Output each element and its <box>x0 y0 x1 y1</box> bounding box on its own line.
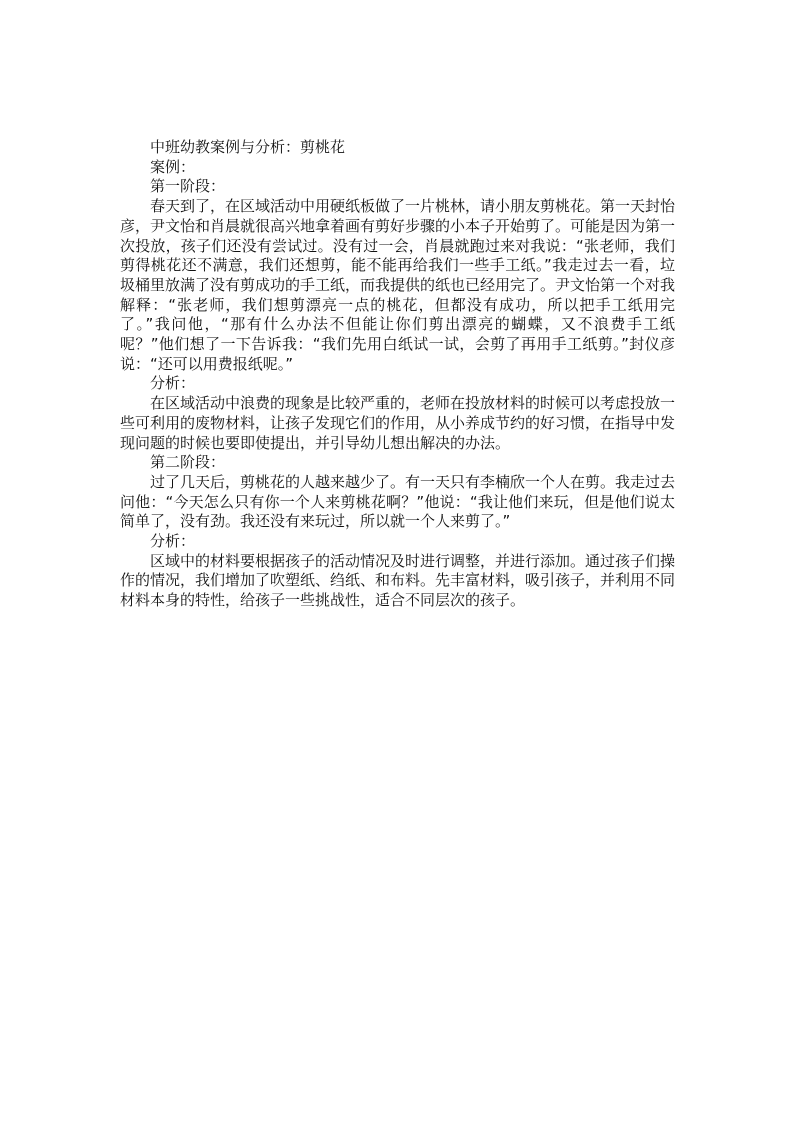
analysis2-paragraph: 区域中的材料要根据孩子的活动情况及时进行调整，并进行添加。通过孩子们操作的情况，我们增加了吹塑纸、绉纸、和布料。先丰富材料，吸引孩子，并利用不同材料本身的特性，给孩子一些挑战性，适合不同层次的孩子。 <box>120 551 676 610</box>
analysis2-label: 分析： <box>150 532 196 551</box>
case-label: 案例： <box>150 157 196 176</box>
document-title: 中班幼教案例与分析：剪桃花 <box>150 138 346 156</box>
stage2-paragraph: 过了几天后，剪桃花的人越来越少了。有一天只有李楠欣一个人在剪。我走过去问他：“今天怎么只有你一个人来剪桃花啊？”他说：“我让他们来玩，但是他们说太简单了，没有劲。我还没有来玩过，所以就一个人来剪了。” <box>120 472 676 531</box>
analysis1-paragraph: 在区域活动中浪费的现象是比较严重的，老师在投放材料的时候可以考虑投放一些可利用的废物材料，让孩子发现它们的作用，从小养成节约的好习惯，在指导中发现问题的时候也要即使提出，并引导幼儿想出解决的办法。 <box>120 394 676 452</box>
stage1-paragraph: 春天到了，在区域活动中用硬纸板做了一片桃林，请小朋友剪桃花。第一天封怡彦，尹文怡和肖晨就很高兴地拿着画有剪好步骤的小本子开始剪了。可能是因为第一次投放，孩子们还没有尝试过。没有过一会，肖晨就跑过来对我说：“张老师，我们剪得桃花还不满意，我们还想剪，能不能再给我们一些手工纸。”我走过去一看，垃圾桶里放满了没有剪成功的手工纸，而我提供的纸也已经用完了。尹文怡第一个对我解释：“张老师，我们想剪漂亮一点的桃花，但都没有成功，所以把手工纸用完了。”我问他，“那有什么办法不但能让你们剪出漂亮的蝴蝶，又不浪费手工纸呢？”他们想了一下告诉我：“我们先用白纸试一试，会剪了再用手工纸剪。”封仪彦说：“还可以用费报纸呢。” <box>120 197 676 373</box>
document-body <box>120 138 675 611</box>
stage1-label: 第一阶段： <box>150 177 226 196</box>
stage2-label: 第二阶段： <box>150 453 226 472</box>
analysis1-label: 分析： <box>150 374 196 393</box>
